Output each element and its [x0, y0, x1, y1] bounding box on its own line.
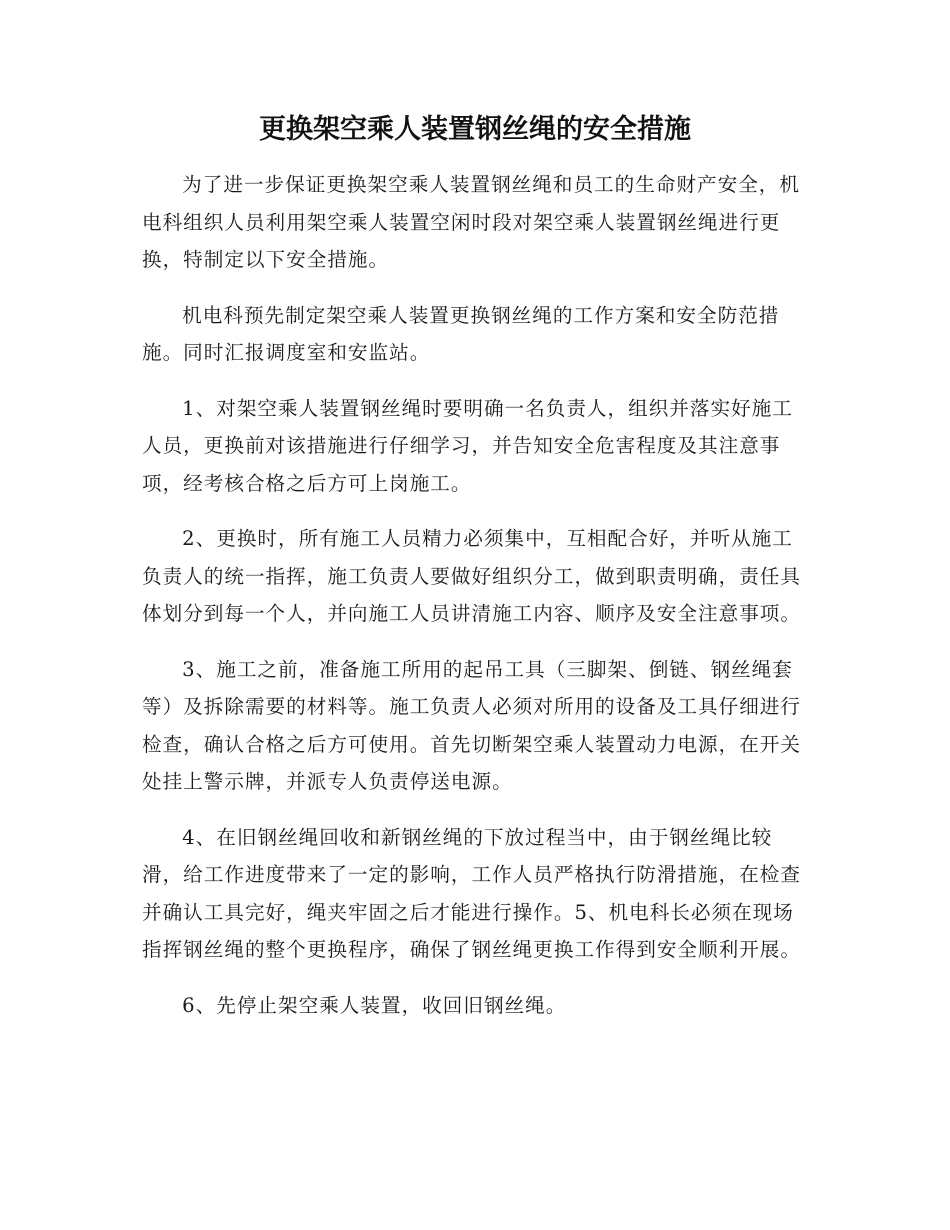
paragraph-item-3: 3、施工之前，准备施工所用的起吊工具（三脚架、倒链、钢丝绳套等）及拆除需要的材料等。施工负责人必须对所用的设备及工具仔细进行检查，确认合格之后方可使用。首先切断架空乘人装置动力电源，在开关处挂上警示牌，并派专人负责停送电源。 — [142, 657, 801, 793]
document-title: 更换架空乘人装置钢丝绳的安全措施 — [259, 114, 691, 145]
paragraph-item-1: 1、对架空乘人装置钢丝绳时要明确一名负责人，组织并落实好施工人员，更换前对该措施进行仔细学习，并告知安全危害程度及其注意事项，经考核合格之后方可上岗施工。 — [142, 396, 793, 495]
paragraph-item-2: 2、更换时，所有施工人员精力必须集中，互相配合好，并听从施工负责人的统一指挥，施工负责人要做好组织分工，做到职责明确，责任具体划分到每一个人，并向施工人员讲清施工内容、顺序及安全注意事项。 — [142, 527, 801, 625]
paragraph-item-6: 6、先停止架空乘人装置，收回旧钢丝绳。 — [182, 993, 567, 1017]
document-body — [142, 166, 810, 1042]
paragraph-intro: 为了进一步保证更换架空乘人装置钢丝绳和员工的生命财产安全，机电科组织人员利用架空乘人装置空闲时段对架空乘人装置钢丝绳进行更换，特制定以下安全措施。 — [142, 173, 800, 271]
paragraph-item-4-5: 4、在旧钢丝绳回收和新钢丝绳的下放过程当中，由于钢丝绳比较滑，给工作进度带来了一定的影响，工作人员严格执行防滑措施，在检查并确认工具完好，绳夹牢固之后才能进行操作。5、机电科长必须在现场指挥钢丝绳的整个更换程序，确保了钢丝绳更换工作得到安全顺利开展。 — [142, 825, 801, 961]
paragraph-preparation: 机电科预先制定架空乘人装置更换钢丝绳的工作方案和安全防范措施。同时汇报调度室和安监站。 — [142, 303, 780, 364]
